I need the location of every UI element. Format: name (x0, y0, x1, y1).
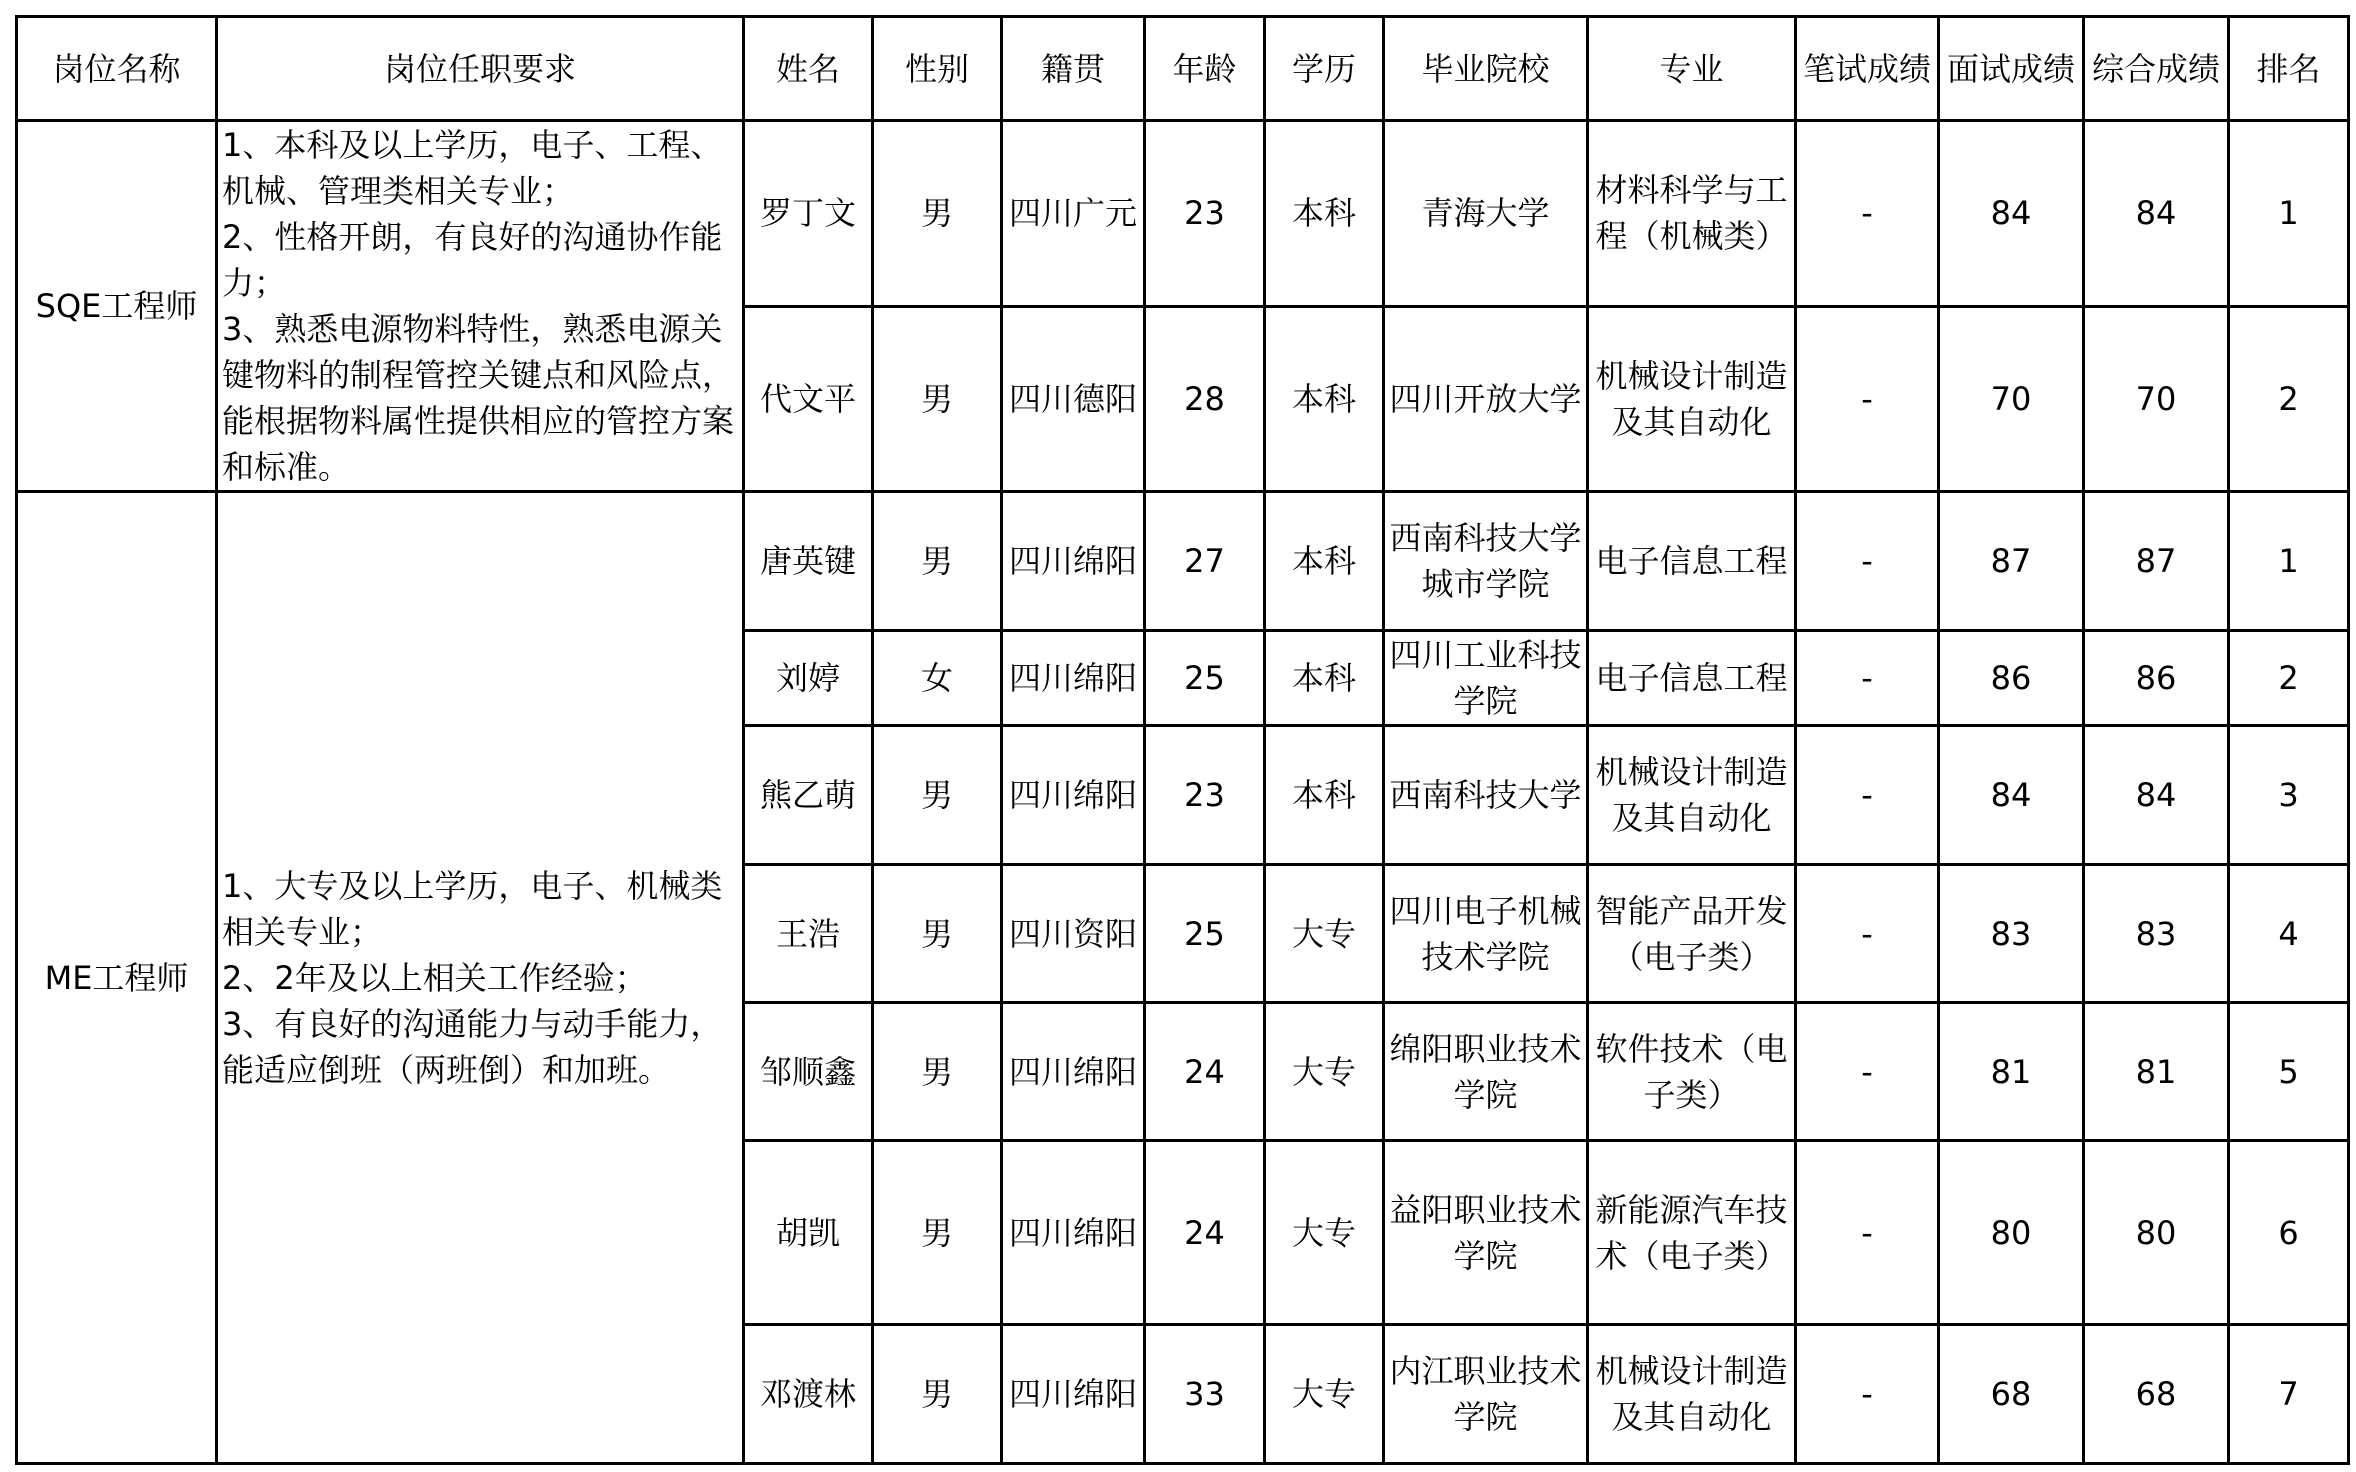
written-score-cell: - (1796, 492, 1939, 631)
written-score-cell: - (1796, 865, 1939, 1003)
written-score-cell: - (1796, 631, 1939, 726)
education-cell: 大专 (1265, 865, 1384, 1003)
interview-score-cell: 87 (1939, 492, 2084, 631)
education-cell: 本科 (1265, 631, 1384, 726)
gender-cell: 男 (873, 1003, 1002, 1141)
requirements-text: 1、本科及以上学历，电子、工程、 机械、管理类相关专业； 2、性格开朗，有良好的沟通协作能 力； 3、熟悉电源物料特性，熟悉电源关 键物料的制程管控关键点和风险点， 能根据物料属性提供相应的管控方案 和标准。 (222, 126, 735, 486)
name-cell: 邹顺鑫 (744, 1003, 873, 1141)
written-score-cell: - (1796, 726, 1939, 865)
school-text: 西南科技大学 城市学院 (1389, 519, 1582, 603)
name-cell: 邓渡林 (744, 1325, 873, 1464)
header-hometown: 籍贯 (1002, 17, 1145, 121)
school-cell (1384, 631, 1588, 726)
total-score-cell: 83 (2084, 865, 2229, 1003)
header-total-score: 综合成绩 (2084, 17, 2229, 121)
age-cell: 27 (1145, 492, 1265, 631)
age-cell: 33 (1145, 1325, 1265, 1464)
age-cell: 25 (1145, 865, 1265, 1003)
table-row (17, 492, 2349, 631)
written-score-cell: - (1796, 1003, 1939, 1141)
major-cell (1588, 492, 1796, 631)
school-text: 青海大学 (1421, 194, 1550, 233)
header-major: 专业 (1588, 17, 1796, 121)
hometown-cell: 四川广元 (1002, 121, 1145, 307)
position-cell: ME工程师 (17, 492, 217, 1464)
age-cell: 24 (1145, 1003, 1265, 1141)
major-text: 电子信息工程 (1595, 659, 1788, 697)
education-cell: 本科 (1265, 726, 1384, 865)
header-name: 姓名 (744, 17, 873, 121)
interview-score-cell: 86 (1939, 631, 2084, 726)
education-cell: 本科 (1265, 306, 1384, 492)
header-gender: 性别 (873, 17, 1002, 121)
age-cell: 24 (1145, 1141, 1265, 1325)
hometown-cell: 四川绵阳 (1002, 726, 1145, 865)
school-cell (1384, 121, 1588, 307)
major-text: 软件技术（电 子类） (1595, 1029, 1788, 1114)
position-cell: SQE工程师 (17, 121, 217, 492)
header-school: 毕业院校 (1384, 17, 1588, 121)
school-text: 内江职业技术 学院 (1389, 1352, 1582, 1436)
school-cell (1384, 726, 1588, 865)
school-text: 四川电子机械 技术学院 (1389, 891, 1582, 976)
rank-cell: 2 (2229, 631, 2349, 726)
rank-cell: 6 (2229, 1141, 2349, 1325)
header-row (17, 17, 2349, 121)
hometown-cell: 四川绵阳 (1002, 1325, 1145, 1464)
name-cell: 胡凯 (744, 1141, 873, 1325)
interview-score-cell: 84 (1939, 121, 2084, 307)
gender-cell: 男 (873, 1325, 1002, 1464)
header-rank: 排名 (2229, 17, 2349, 121)
table-row (17, 121, 2349, 307)
written-score-cell: - (1796, 306, 1939, 492)
ranking-table (15, 15, 2350, 1465)
major-text: 智能产品开发 （电子类） (1595, 891, 1788, 976)
hometown-cell: 四川绵阳 (1002, 631, 1145, 726)
age-cell: 25 (1145, 631, 1265, 726)
school-text: 绵阳职业技术 学院 (1389, 1029, 1582, 1114)
rank-cell: 2 (2229, 306, 2349, 492)
hometown-cell: 四川德阳 (1002, 306, 1145, 492)
name-cell: 罗丁文 (744, 121, 873, 307)
header-interview-score: 面试成绩 (1939, 17, 2084, 121)
gender-cell: 男 (873, 306, 1002, 492)
major-cell (1588, 306, 1796, 492)
written-score-cell: - (1796, 1325, 1939, 1464)
major-cell (1588, 865, 1796, 1003)
header-written-score: 笔试成绩 (1796, 17, 1939, 121)
major-cell (1588, 1325, 1796, 1464)
major-cell (1588, 631, 1796, 726)
school-cell (1384, 1325, 1588, 1464)
rank-cell: 5 (2229, 1003, 2349, 1141)
total-score-cell: 87 (2084, 492, 2229, 631)
major-cell (1588, 121, 1796, 307)
total-score-cell: 80 (2084, 1141, 2229, 1325)
major-cell (1588, 1003, 1796, 1141)
hometown-cell: 四川绵阳 (1002, 1141, 1145, 1325)
gender-cell: 男 (873, 492, 1002, 631)
total-score-cell: 84 (2084, 121, 2229, 307)
name-cell: 代文平 (744, 306, 873, 492)
hometown-cell: 四川资阳 (1002, 865, 1145, 1003)
school-text: 益阳职业技术 学院 (1389, 1190, 1582, 1275)
major-text: 电子信息工程 (1595, 542, 1788, 580)
rank-cell: 3 (2229, 726, 2349, 865)
major-text: 新能源汽车技 术（电子类） (1595, 1190, 1788, 1275)
name-cell: 唐英键 (744, 492, 873, 631)
age-cell: 28 (1145, 306, 1265, 492)
rank-cell: 1 (2229, 492, 2349, 631)
school-text: 四川工业科技 学院 (1389, 636, 1582, 720)
written-score-cell: - (1796, 121, 1939, 307)
education-cell: 本科 (1265, 492, 1384, 631)
major-cell (1588, 1141, 1796, 1325)
hometown-cell: 四川绵阳 (1002, 492, 1145, 631)
total-score-cell: 68 (2084, 1325, 2229, 1464)
school-text: 西南科技大学 (1389, 776, 1582, 814)
name-cell: 刘婷 (744, 631, 873, 726)
gender-cell: 男 (873, 1141, 1002, 1325)
total-score-cell: 86 (2084, 631, 2229, 726)
age-cell: 23 (1145, 121, 1265, 307)
school-cell (1384, 865, 1588, 1003)
interview-score-cell: 80 (1939, 1141, 2084, 1325)
header-education: 学历 (1265, 17, 1384, 121)
interview-score-cell: 84 (1939, 726, 2084, 865)
education-cell: 大专 (1265, 1325, 1384, 1464)
requirements-cell (217, 121, 744, 492)
total-score-cell: 84 (2084, 726, 2229, 865)
gender-cell: 男 (873, 121, 1002, 307)
major-cell (1588, 726, 1796, 865)
major-text: 材料科学与工 程（机械类） (1595, 171, 1788, 256)
requirements-text: 1、大专及以上学历，电子、机械类 相关专业； 2、2年及以上相关工作经验； 3、有良好的沟通能力与动手能力， 能适应倒班（两班倒）和加班。 (222, 866, 723, 1089)
interview-score-cell: 68 (1939, 1325, 2084, 1464)
major-text: 机械设计制造 及其自动化 (1595, 356, 1788, 441)
gender-cell: 男 (873, 865, 1002, 1003)
school-cell (1384, 1003, 1588, 1141)
name-cell: 王浩 (744, 865, 873, 1003)
age-cell: 23 (1145, 726, 1265, 865)
total-score-cell: 70 (2084, 306, 2229, 492)
rank-cell: 4 (2229, 865, 2349, 1003)
gender-cell: 女 (873, 631, 1002, 726)
school-cell (1384, 492, 1588, 631)
interview-score-cell: 83 (1939, 865, 2084, 1003)
rank-cell: 1 (2229, 121, 2349, 307)
education-cell: 大专 (1265, 1003, 1384, 1141)
header-requirements: 岗位任职要求 (217, 17, 744, 121)
written-score-cell: - (1796, 1141, 1939, 1325)
hometown-cell: 四川绵阳 (1002, 1003, 1145, 1141)
school-cell (1384, 1141, 1588, 1325)
name-cell: 熊乙萌 (744, 726, 873, 865)
major-text: 机械设计制造 及其自动化 (1595, 1352, 1788, 1436)
interview-score-cell: 81 (1939, 1003, 2084, 1141)
interview-score-cell: 70 (1939, 306, 2084, 492)
school-cell (1384, 306, 1588, 492)
rank-cell: 7 (2229, 1325, 2349, 1464)
school-text: 四川开放大学 (1389, 379, 1582, 418)
requirements-cell (217, 492, 744, 1464)
header-age: 年龄 (1145, 17, 1265, 121)
gender-cell: 男 (873, 726, 1002, 865)
header-position: 岗位名称 (17, 17, 217, 121)
education-cell: 大专 (1265, 1141, 1384, 1325)
total-score-cell: 81 (2084, 1003, 2229, 1141)
education-cell: 本科 (1265, 121, 1384, 307)
major-text: 机械设计制造 及其自动化 (1595, 753, 1788, 837)
